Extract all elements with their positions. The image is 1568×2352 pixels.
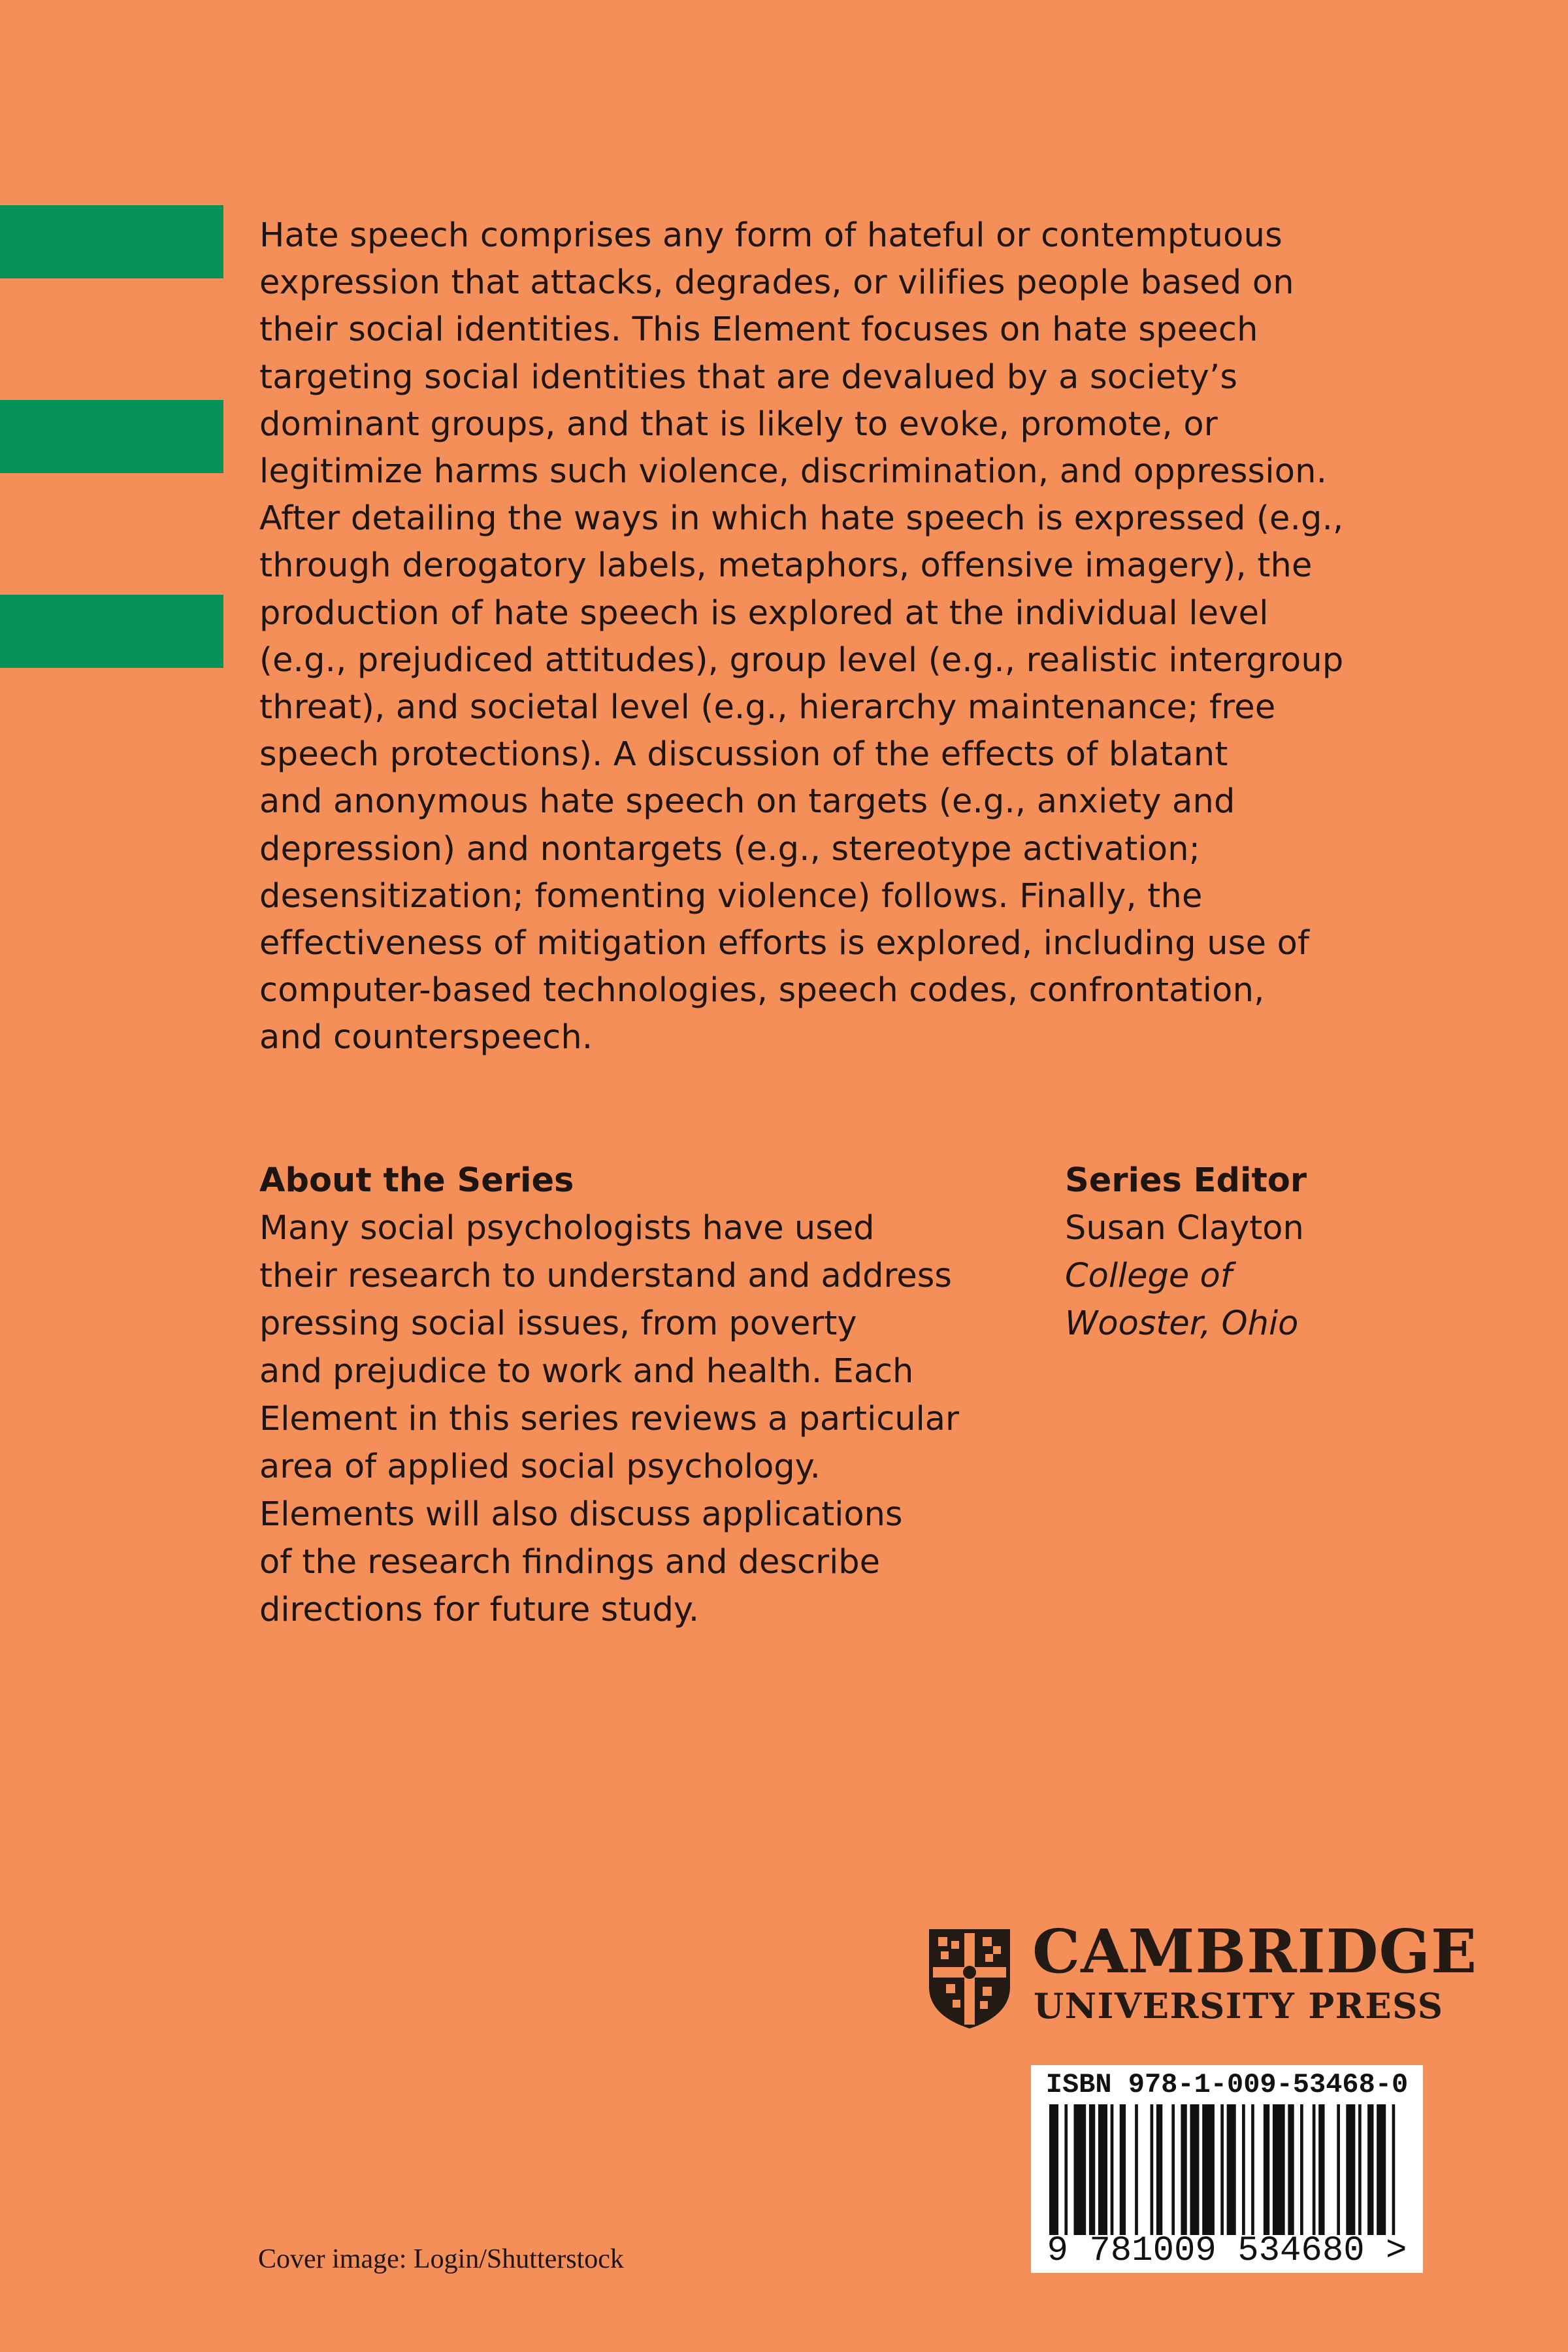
barcode-bar — [1120, 2104, 1126, 2235]
series-editor-name: Susan Clayton — [1065, 1209, 1304, 1248]
about-series-line: directions for future study. — [259, 1591, 700, 1629]
barcode-bars — [1049, 2104, 1407, 2235]
about-series-line: Many social psychologists have used — [259, 1209, 875, 1248]
barcode-bar — [1181, 2104, 1186, 2235]
about-series-line: Elements will also discuss applications — [259, 1495, 903, 1534]
about-series-line: of the research findings and describe — [259, 1543, 880, 1582]
about-series-line: their research to understand and address — [259, 1257, 952, 1295]
abstract-line: (e.g., prejudiced attitudes), group level (e.g., realistic intergroup — [259, 640, 1344, 680]
barcode-bar — [1346, 2104, 1355, 2235]
publisher-subtitle: UNIVERSITY PRESS — [1034, 1986, 1444, 2027]
barcode-bar — [1089, 2104, 1095, 2235]
barcode-bar — [1273, 2104, 1285, 2235]
barcode-bar — [1049, 2104, 1058, 2235]
abstract-line: their social identities. This Element focuses on hate speech — [259, 310, 1258, 350]
barcode-bar — [1337, 2104, 1340, 2235]
abstract-line: legitimize harms such violence, discrimination, and oppression. — [259, 452, 1328, 491]
abstract-line: After detailing the ways in which hate speech is expressed (e.g., — [259, 499, 1344, 538]
about-the-series — [259, 1157, 1011, 1634]
abstract-line: expression that attacks, degrades, or vilifies people based on — [259, 263, 1294, 303]
series-editor-heading: Series Editor — [1065, 1161, 1307, 1200]
about-series-line: pressing social issues, from poverty — [259, 1304, 857, 1343]
barcode-bar — [1318, 2104, 1324, 2235]
abstract-line: speech protections). A discussion of the effects of blatant — [259, 735, 1228, 774]
green-accent-bar-3 — [0, 595, 223, 668]
publisher-name: CAMBRIDGE — [1032, 1916, 1478, 1987]
barcode-bar — [1171, 2104, 1175, 2235]
barcode-bar — [1156, 2104, 1162, 2235]
series-editor-affiliation: Wooster, Ohio — [1065, 1304, 1299, 1343]
abstract-line: threat), and societal level (e.g., hierarchy maintenance; free — [259, 688, 1276, 727]
green-accent-bar-1 — [0, 205, 223, 278]
abstract-line: computer-based technologies, speech codes, confrontation, — [259, 971, 1265, 1010]
abstract-line: depression) and nontargets (e.g., stereotype activation; — [259, 829, 1201, 869]
abstract-line: Hate speech comprises any form of hateful or contemptuous — [259, 216, 1282, 255]
isbn-label: ISBN 978-1-009-53468-0 — [1045, 2069, 1409, 2100]
barcode-bar — [1227, 2104, 1236, 2235]
barcode-bar — [1392, 2104, 1396, 2235]
series-editor-affiliation: College of — [1065, 1257, 1232, 1295]
series-editor — [1065, 1157, 1522, 1348]
publisher-logo — [926, 1916, 1478, 2031]
barcode-bar — [1111, 2104, 1114, 2235]
barcode-bar — [1151, 2104, 1154, 2235]
about-series-line: and prejudice to work and health. Each — [259, 1352, 914, 1391]
barcode-digits: 9 781009 534680 > — [1047, 2231, 1407, 2271]
barcode-bar — [1242, 2104, 1245, 2235]
barcode-bar — [1220, 2104, 1224, 2235]
cover-image-credit: Cover image: Login/Shutterstock — [258, 2244, 624, 2274]
abstract-line: through derogatory labels, metaphors, offensive imagery), the — [259, 546, 1313, 586]
barcode-bar — [1251, 2104, 1254, 2235]
barcode-bar — [1288, 2104, 1294, 2235]
barcode-bar — [1135, 2104, 1138, 2235]
abstract-line: and anonymous hate speech on targets (e.g., anxiety and — [259, 782, 1235, 821]
abstract-line: dominant groups, and that is likely to evoke, promote, or — [259, 405, 1218, 444]
barcode-bar — [1367, 2104, 1373, 2235]
about-series-heading: About the Series — [259, 1161, 574, 1200]
about-series-line: area of applied social psychology. — [259, 1448, 821, 1486]
barcode-bar — [1264, 2104, 1269, 2235]
cambridge-crest-icon — [926, 1927, 1013, 2030]
barcode-bar — [1098, 2104, 1107, 2235]
isbn-barcode — [1031, 2065, 1423, 2273]
about-series-line: Element in this series reviews a particular — [259, 1400, 959, 1438]
green-accent-bar-2 — [0, 400, 223, 473]
abstract-line: production of hate speech is explored at the individual level — [259, 593, 1269, 633]
abstract-line: desensitization; fomenting violence) follows. Finally, the — [259, 876, 1203, 916]
barcode-bar — [1202, 2104, 1215, 2235]
barcode-bar — [1190, 2104, 1199, 2235]
barcode-bar — [1358, 2104, 1362, 2235]
abstract-line: targeting social identities that are devalued by a society’s — [259, 357, 1238, 397]
barcode-bar — [1300, 2104, 1303, 2235]
abstract-line: and counterspeech. — [259, 1018, 593, 1057]
barcode-bar — [1377, 2104, 1386, 2235]
barcode-bar — [1313, 2104, 1316, 2235]
barcode-bar — [1073, 2104, 1086, 2235]
abstract-line: effectiveness of mitigation efforts is explored, including use of — [259, 924, 1310, 963]
barcode-bar — [1064, 2104, 1068, 2235]
book-abstract — [259, 212, 1435, 1062]
